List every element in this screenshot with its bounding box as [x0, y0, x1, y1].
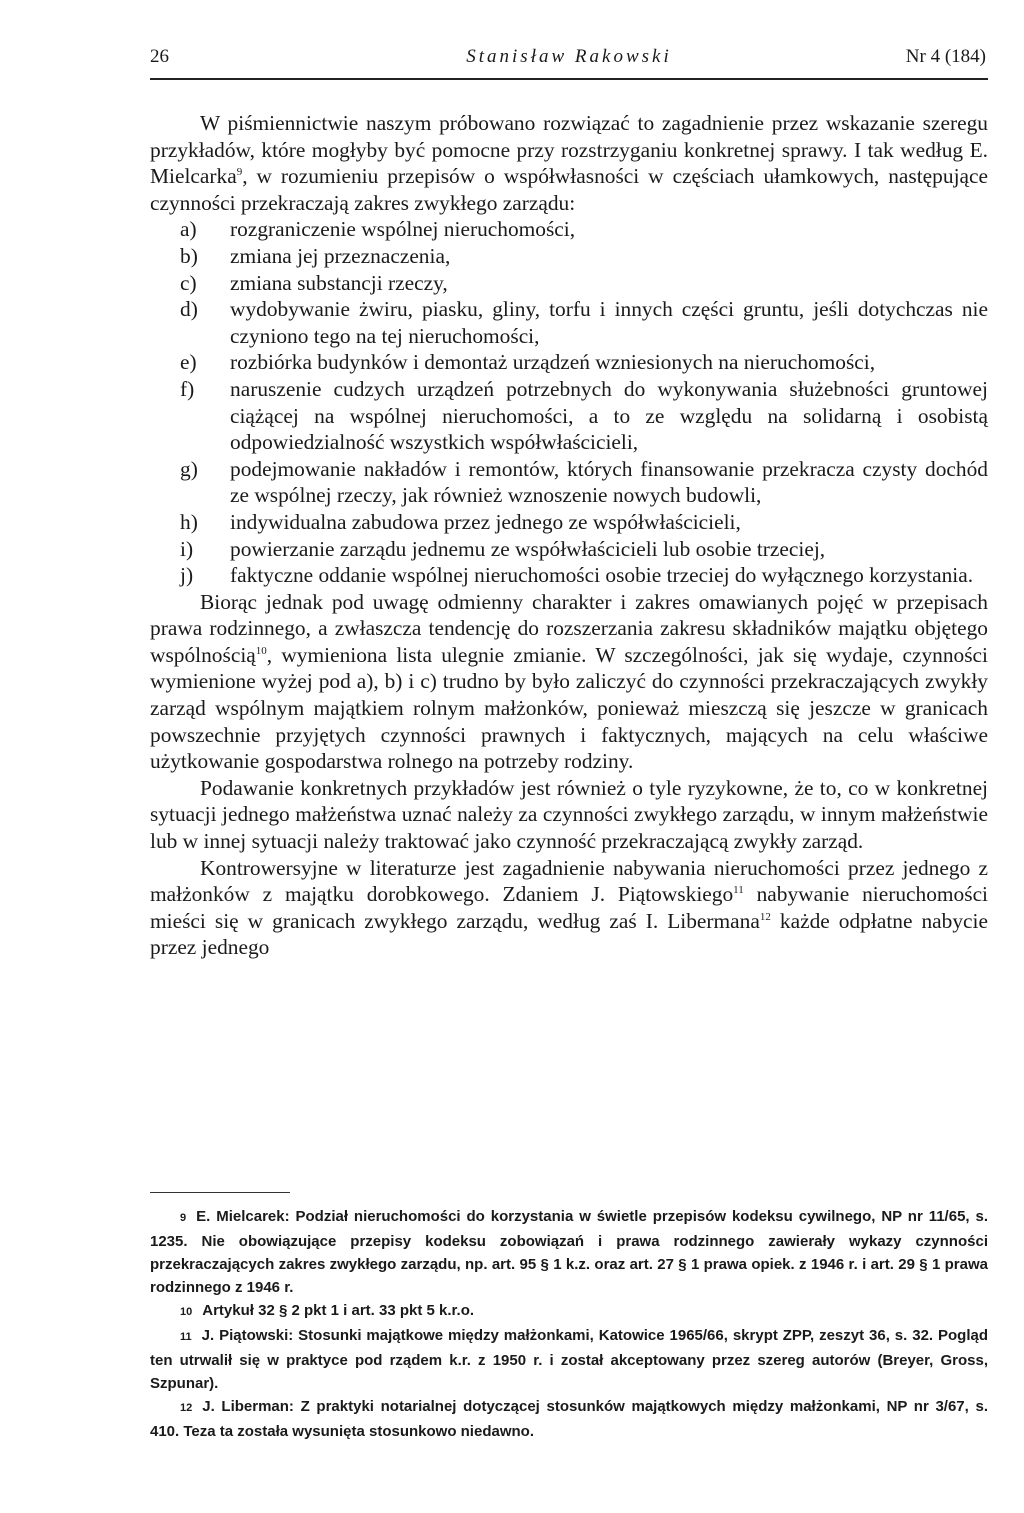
- footnote-separator: [150, 1192, 290, 1193]
- list-item: j) faktyczne oddanie wspólnej nieruchomości osobie trzeciej do wyłącznego korzystania.: [180, 563, 974, 588]
- footnote-ref-12[interactable]: 12: [759, 910, 771, 923]
- paragraph-2: Biorąc jednak pod uwagę odmienny charakter i zakres omawianych pojęć w przepisach prawa rodzinnego, a zwłaszcza tendencję do rozszerzania zakresu składników majątku objętego wspólnością$^{10}$, wymieniona lista ulegnie zmianie. W szczególności, jak się wydaje, czynności wymienione wyżej pod a), b) i c) trudno by było zaliczyć do czynności przekraczających zwykły zarząd wspólnym majątkiem rolnym małżonków, ponieważ mieszczą się jeszcze w granicach powszechnie przyjętych czynności prawnych i faktycznych, mających na celu właściwe użytkowanie gospodarstwa rolnego na potrzeby rodziny.: [150, 589, 988, 774]
- list-item: g) podejmowanie nakładów i remontów, których finansowanie przekracza czysty dochód ze wspólnej rzeczy, jak również wznoszenie nowych budowli,: [180, 456, 988, 508]
- running-author: Stanisław Rakowski: [466, 46, 672, 67]
- footnote-12: 12 J. Liberman: Z praktyki notarialnej dotyczącej stosunków majątkowych między małżonkami, NP nr 3/67, s. 410. Teza ta została wysunięta stosunkowo niedawno.: [150, 1398, 988, 1440]
- footnote-11: 11 J. Piątowski: Stosunki majątkowe między małżonkami, Katowice 1965/66, skrypt ZPP, zeszyt 36, s. 32. Pogląd ten utrwalił się w praktyce pod rządem k.r. z 1950 r. i został akceptowany przez szereg autorów (Breyer, Gross, Szpunar).: [150, 1327, 988, 1392]
- footnote-9: 9 E. Mielcarek: Podział nieruchomości do korzystania w świetle przepisów kodeksu cywilnego, NP nr 11/65, s. 1235. Nie obowiązujące przepisy kodeksu zobowiązań i prawa rodzinnego zawierały wykazy czynności przekraczających zakres zwykłego zarządu, np. art. 95 § 1 k.z. oraz art. 27 § 1 prawa opiek. z 1946 r. i art. 29 § 1 prawa rodzinnego z 1946 r.: [150, 1208, 988, 1296]
- list-item: i) powierzanie zarządu jednemu ze współwłaścicieli lub osobie trzeciej,: [180, 536, 826, 561]
- list-item: f) naruszenie cudzych urządzeń potrzebnych do wykonywania służebności gruntowej ciążącej na wspólnej nieruchomości, a to ze względu na solidarną i osobistą odpowiedzialność wszystkich współwłaścicieli,: [180, 376, 988, 455]
- paragraph-1: W piśmiennictwie naszym próbowano rozwiązać to zagadnienie przez wskazanie szeregu przykładów, które mogłyby być pomocne przy rozstrzyganiu konkretnej sprawy. I tak według E. Mielcarka$^9$, w rozumieniu przepisów o współwłasności w częściach ułamkowych, następujące czynności przekraczają zakres zwykłego zarządu:: [150, 111, 988, 215]
- footnote-ref-9[interactable]: 9: [236, 166, 243, 179]
- issue-number: Nr 4 (184): [905, 46, 986, 67]
- list-item: h) indywidualna zabudowa przez jednego ze współwłaścicieli,: [180, 509, 741, 534]
- footnote-ref-10[interactable]: 10: [255, 644, 267, 657]
- footnote-10: 10 Artykuł 32 § 2 pkt 1 i art. 33 pkt 5 k.r.o.: [180, 1302, 475, 1319]
- main-text: [150, 110, 988, 961]
- footnote-ref-11[interactable]: 11: [733, 884, 744, 897]
- list-item: d) wydobywanie żwiru, piasku, gliny, torfu i innych części gruntu, jeśli dotychczas nie czyniono tego na tej nieruchomości,: [180, 297, 988, 348]
- page-number: 26: [150, 46, 169, 67]
- paragraph-4: Kontrowersyjne w literaturze jest zagadnienie nabywania nieruchomości przez jednego z małżonków z majątku dorobkowego. Zdaniem J. Piątowskiego$^{11}$ nabywanie nieruchomości mieści się w granicach zwykłego zarządu, według zaś I. Libermana$^{12}$ każde odpłatne nabycie przez jednego: [150, 855, 989, 960]
- list-item: e) rozbiórka budynków i demontaż urządzeń wzniesionych na nieruchomości,: [180, 350, 876, 375]
- list-item: b) zmiana jej przeznaczenia,: [180, 243, 451, 268]
- list-item: a) rozgraniczenie wspólnej nieruchomości,: [180, 217, 576, 242]
- list-item: c) zmiana substancji rzeczy,: [180, 270, 448, 295]
- paragraph-3: Podawanie konkretnych przykładów jest również o tyle ryzykowne, że to, co w konkretnej sytuacji jednego małżeństwa uznać należy za czynności zwykłego zarządu, w innym małżeństwie lub w innej sytuacji należy traktować jako czynność przekraczającą zwykły zarząd.: [150, 775, 988, 854]
- running-header: [150, 42, 988, 80]
- footnotes: [150, 1205, 988, 1443]
- activity-list: [150, 216, 988, 588]
